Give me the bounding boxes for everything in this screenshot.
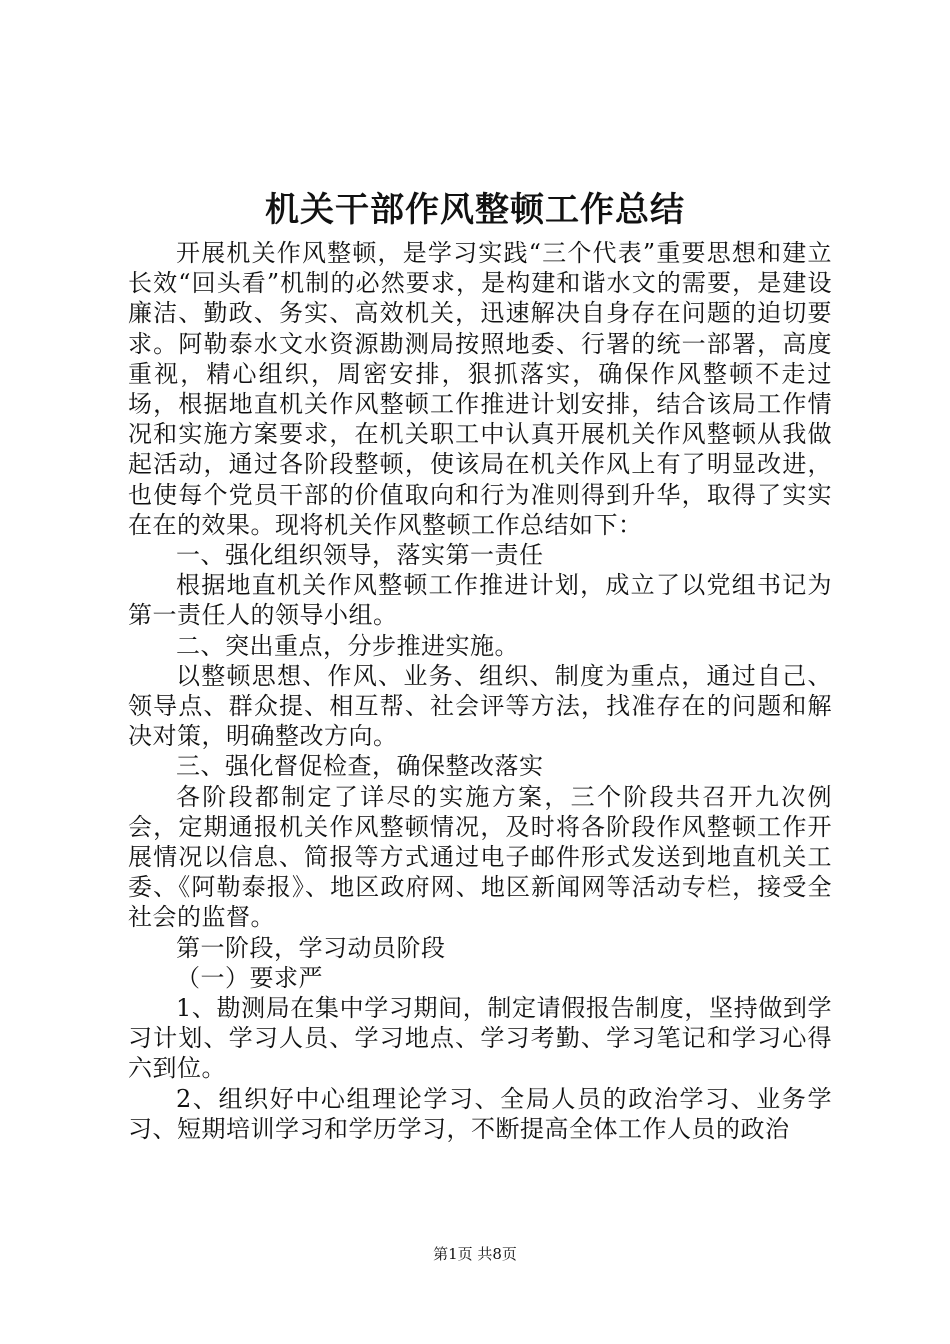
paragraph-section-3: 各阶段都制定了详尽的实施方案，三个阶段共召开九次例会，定期通报机关作风整顿情况，及时将各阶段作风整顿工作开展情况以信息、简报等方式通过电子邮件形式发送到地直机关工委、《阿勒泰报》、地区政府网、地区新闻网等活动专栏，接受全社会的监督。 [128, 782, 832, 932]
document-body [128, 238, 832, 1144]
paragraph-item-2: 2、组织好中心组理论学习、全局人员的政治学习、业务学习、短期培训学习和学历学习，不断提高全体工作人员的政治 [128, 1084, 832, 1143]
subheading-requirements: （一）要求严 [176, 963, 323, 992]
document-title: 机关干部作风整顿工作总结 [265, 190, 685, 230]
paragraph-intro: 开展机关作风整顿，是学习实践“三个代表”重要思想和建立长效“回头看”机制的必然要求，是构建和谐水文的需要，是建设廉洁、勤政、务实、高效机关，迅速解决自身存在问题的迫切要求。阿勒泰水文水资源勘测局按照地委、行署的统一部署，高度重视，精心组织，周密安排，狠抓落实，确保作风整顿不走过场，根据地直机关作风整顿工作推进计划安排，结合该局工作情况和实施方案要求，在机关职工中认真开展机关作风整顿从我做起活动，通过各阶段整顿，使该局在机关作风上有了明显改进，也使每个党员干部的价值取向和行为准则得到升华，取得了实实在在的效果。现将机关作风整顿工作总结如下： [128, 239, 832, 539]
paragraph-section-2: 以整顿思想、作风、业务、组织、制度为重点，通过自己、领导点、群众提、相互帮、社会评等方法，找准存在的问题和解决对策，明确整改方向。 [128, 661, 832, 751]
paragraph-item-1: 1、勘测局在集中学习期间，制定请假报告制度，坚持做到学习计划、学习人员、学习地点、学习考勤、学习笔记和学习心得六到位。 [128, 994, 832, 1083]
paragraph-section-1: 根据地直机关作风整顿工作推进计划，成立了以党组书记为第一责任人的领导小组。 [128, 571, 832, 630]
section-heading-1: 一、强化组织领导，落实第一责任 [176, 541, 544, 570]
page-footer: 第1页 共8页 [433, 1245, 517, 1263]
section-heading-3: 三、强化督促检查，确保整改落实 [176, 752, 544, 781]
stage-heading-1: 第一阶段，学习动员阶段 [176, 933, 446, 962]
section-heading-2: 二、突出重点，分步推进实施。 [176, 631, 519, 660]
